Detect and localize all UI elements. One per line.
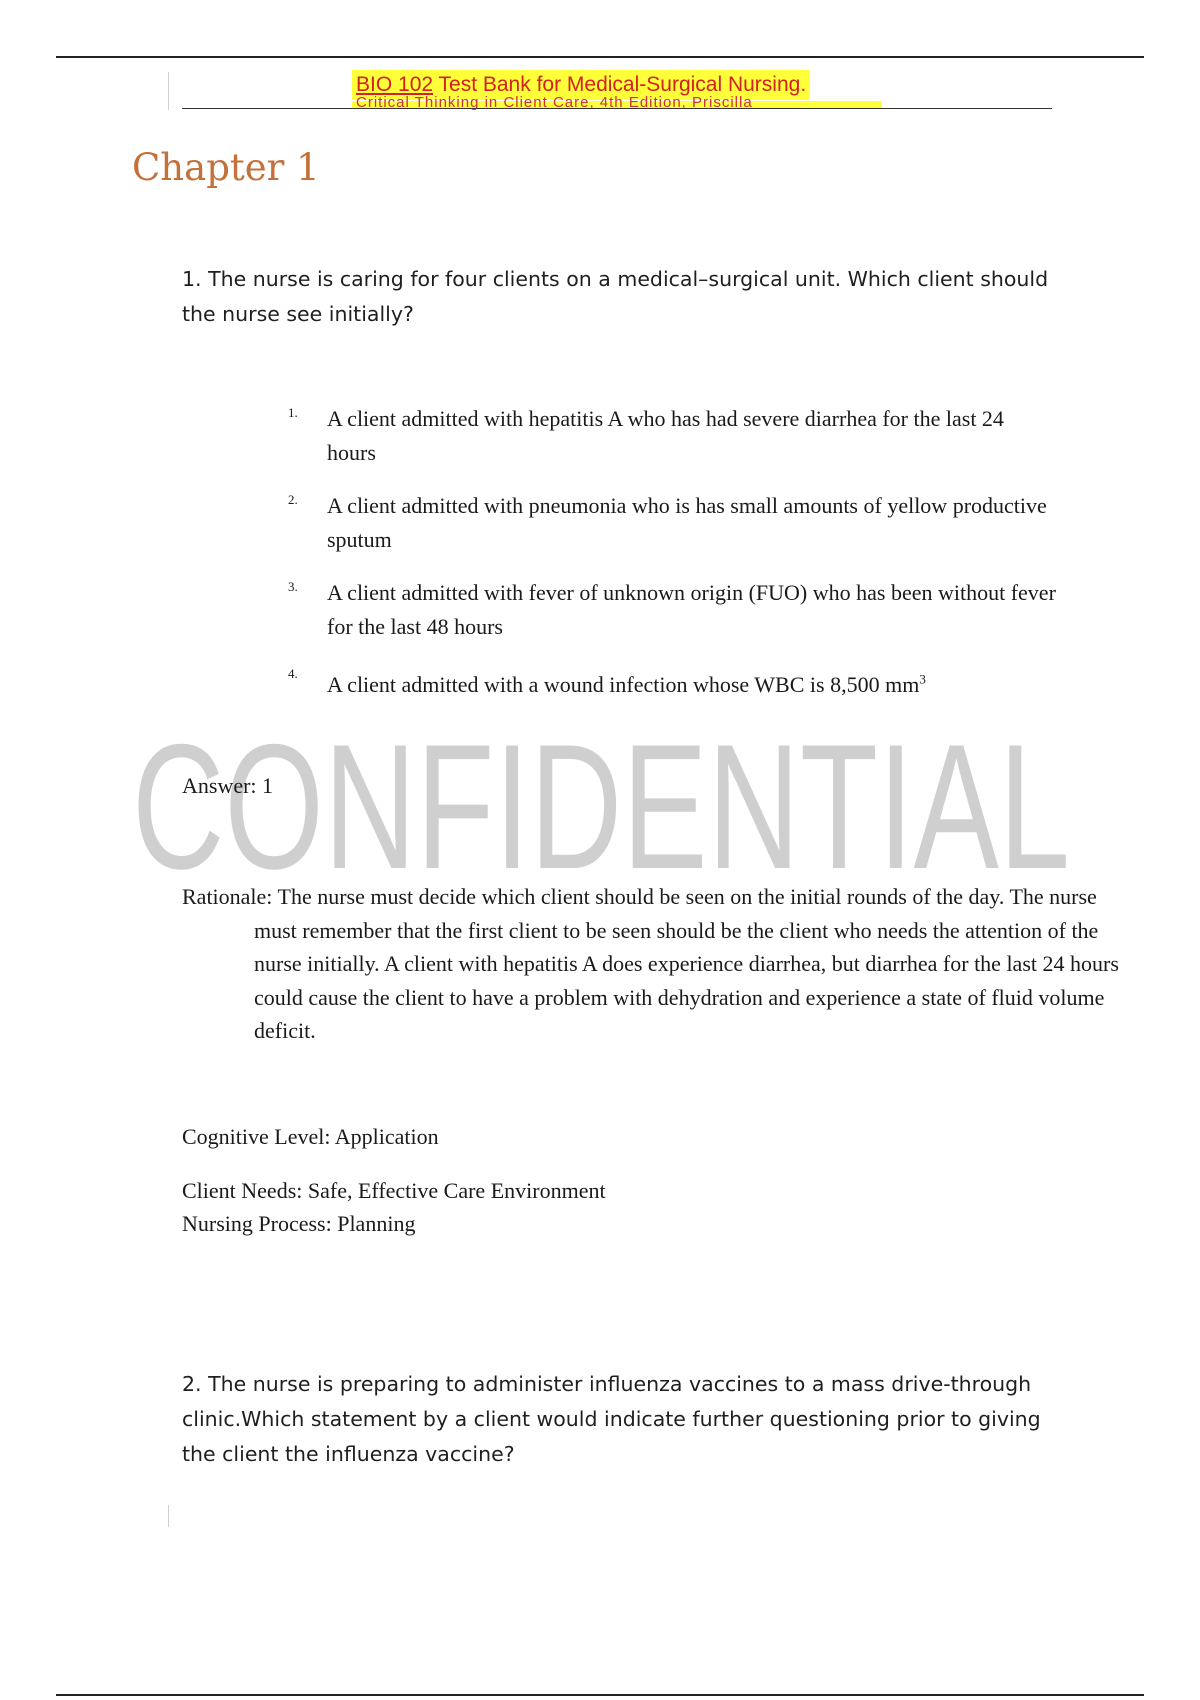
- rationale: Rationale: The nurse must decide which client should be seen on the initial rounds of the day. The nurse must remember that the first client to be seen should be the client who needs the attention of the nurse initially. A client with hepatitis A does experience diarrhea, but diarrhea for the last 24 hours could cause the client to have a problem with dehydration and experience a state of fluid volume deficit.: [182, 884, 1119, 1043]
- header-title-rest: Test Bank for Medical-Surgical Nursing.: [433, 73, 807, 96]
- option-1-text: A client admitted with hepatitis A who has had severe diarrhea for the last 24 hours: [327, 406, 1004, 465]
- option-3-number: 3.: [288, 579, 298, 594]
- option-4-text-main: A client admitted with a wound infection whose WBC is 8,500 mm: [327, 672, 920, 698]
- option-4-number: 4.: [288, 666, 298, 681]
- chapter-heading: Chapter 1: [132, 146, 320, 189]
- margin-marker-top: [168, 72, 169, 110]
- watermark-text: CONFIDENTIAL: [132, 707, 1070, 906]
- option-2-text: A client admitted with pneumonia who is has small amounts of yellow productive sputum: [327, 493, 1047, 552]
- nursing-process: Nursing Process: Planning: [182, 1211, 416, 1236]
- cognitive-level: Cognitive Level: Application: [182, 1124, 439, 1149]
- option-2-number: 2.: [288, 492, 298, 507]
- option-1-number: 1.: [288, 405, 298, 420]
- question-2-prompt: 2. The nurse is preparing to administer influenza vaccines to a mass drive-through clinic.Which statement by a client would indicate further questioning prior to giving the client the influenza vaccine?: [182, 1372, 1041, 1466]
- header-clipped-subtitle: [352, 94, 882, 111]
- question-1-prompt: 1. The nurse is caring for four clients on a medical–surgical unit. Which client should the nurse see initially?: [182, 267, 1049, 326]
- page-top-rule: [56, 56, 1144, 58]
- client-needs: Client Needs: Safe, Effective Care Environment: [182, 1178, 606, 1203]
- answer: Answer: 1: [182, 773, 274, 798]
- page-bottom-rule: [56, 1694, 1144, 1696]
- option-4-text: [327, 672, 926, 697]
- header-rule: [182, 108, 1052, 109]
- option-4-superscript: 3: [919, 672, 926, 687]
- option-3: [288, 576, 1058, 644]
- header-course-code: BIO 102: [356, 73, 434, 96]
- question-1-options: [288, 402, 1058, 721]
- option-1: [288, 402, 1058, 470]
- option-3-text: A client admitted with fever of unknown origin (FUO) who has been without fever for the last 48 hours: [327, 580, 1056, 639]
- header-clipped-subtitle-text: Critical Thinking in Client Care, 4th Edition, Priscilla: [356, 94, 753, 111]
- margin-marker-bottom: [168, 1505, 169, 1527]
- option-4: [288, 663, 1058, 702]
- option-2: [288, 489, 1058, 557]
